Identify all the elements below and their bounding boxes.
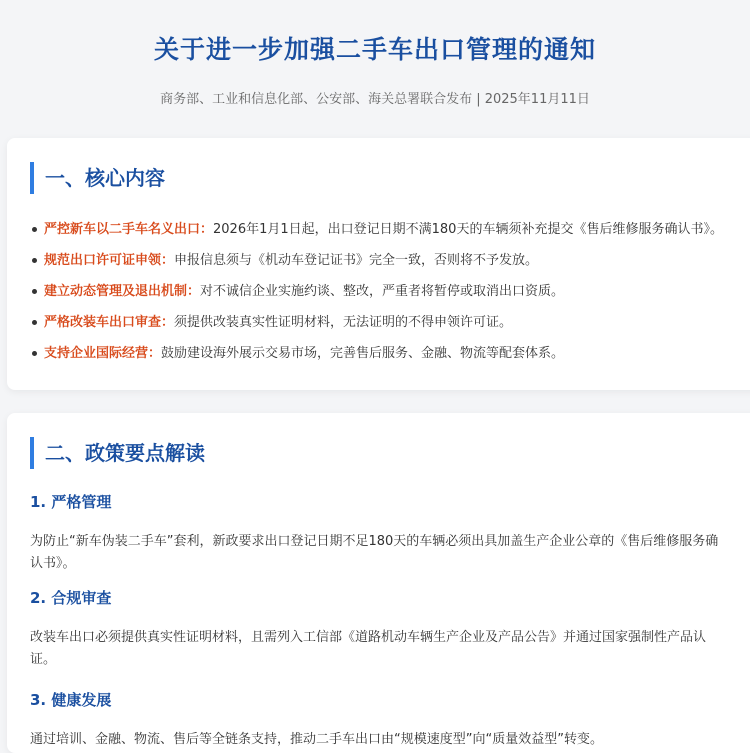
section-heading-core: 一、核心内容 xyxy=(30,162,727,194)
point-text-healthy-development: 通过培训、金融、物流、售后等全链条支持，推动二手车出口由“规模速度型”向“质量效益型”转变。 xyxy=(30,732,603,747)
list-item-text: 对不诚信企业实施约谈、整改，严重者将暂停或取消出口资质。 xyxy=(200,284,565,299)
list-item-label: 支持企业国际经营： xyxy=(44,346,162,361)
list-item-label: 规范出口许可证申领： xyxy=(44,253,175,268)
list-item-text: 鼓励建设海外展示交易市场，完善售后服务、金融、物流等配套体系。 xyxy=(161,346,565,361)
list-item-label: 严控新车以二手车名义出口： xyxy=(44,222,214,237)
document-subtitle: 商务部、工业和信息化部、公安部、海关总署联合发布 | 2025年11月11日 xyxy=(160,92,590,107)
point-text-compliance-review: 改装车出口必须提供真实性证明材料，且需列入工信部《道路机动车辆生产企业及产品公告》并通过国家强制性产品认证。 xyxy=(30,630,707,667)
point-text-strict-management: 为防止“新车伪装二手车”套利，新政要求出口登记日期不足180天的车辆必须出具加盖生产企业公章的《售后维修服务确认书》。 xyxy=(30,534,719,571)
document-header xyxy=(0,0,750,105)
list-item-text: 须提供改装真实性证明材料，无法证明的不得申领许可证。 xyxy=(174,315,513,330)
policy-interpretation-card xyxy=(7,413,750,753)
list-item xyxy=(30,338,727,369)
list-item xyxy=(30,245,727,276)
list-item-label: 严格改装车出口审查： xyxy=(44,315,175,330)
point-title-strict-management: 1. 严格管理 xyxy=(30,493,112,511)
point-title-compliance-review: 2. 合规审查 xyxy=(30,589,112,607)
list-item xyxy=(30,307,727,338)
list-item-text: 申报信息须与《机动车登记证书》完全一致，否则将不予发放。 xyxy=(174,253,539,268)
point-title-healthy-development: 3. 健康发展 xyxy=(30,691,112,709)
list-item xyxy=(30,276,727,307)
list-item-text: 2026年1月1日起，出口登记日期不满180天的车辆须补充提交《售后维修服务确认书》。 xyxy=(213,222,723,237)
list-item xyxy=(30,214,727,245)
core-content-card xyxy=(7,138,750,390)
core-content-list xyxy=(30,214,727,369)
list-item-label: 建立动态管理及退出机制： xyxy=(44,284,201,299)
section-heading-policy: 二、政策要点解读 xyxy=(30,437,727,469)
document-title: 关于进一步加强二手车出口管理的通知 xyxy=(153,35,596,64)
